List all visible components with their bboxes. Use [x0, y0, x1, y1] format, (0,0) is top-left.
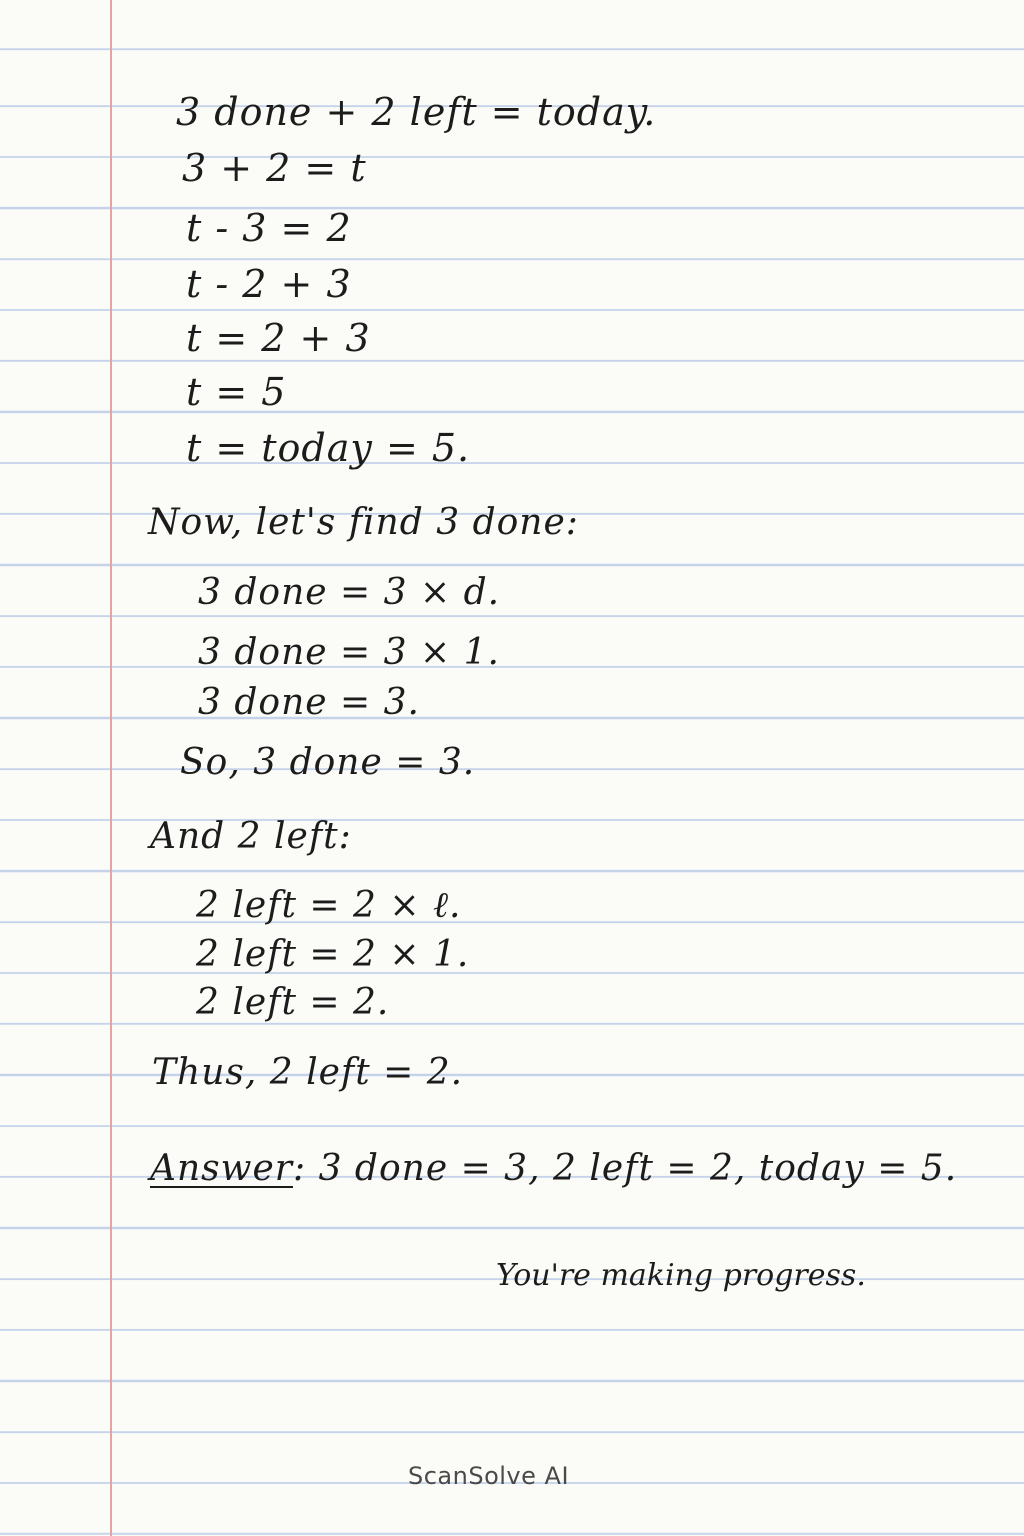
encouragement-note: You're making progress. [496, 1258, 866, 1293]
equation-line: t = 2 + 3 [186, 316, 371, 360]
equation-line: t - 3 = 2 [186, 206, 352, 250]
equation-line: 2 left = 2 × 1. [196, 934, 470, 975]
equation-line: t - 2 + 3 [186, 262, 352, 306]
answer-label: Answer [150, 1148, 293, 1189]
equation-line: 3 done = 3. [198, 682, 420, 723]
brand-watermark: ScanSolve AI [408, 1462, 570, 1490]
equation-line: t = 5 [186, 370, 287, 414]
equation-line: t = today = 5. [186, 426, 471, 470]
equation-line: 3 done = 3 × d. [198, 572, 501, 613]
equation-line: 3 done = 3 × 1. [198, 632, 500, 673]
conclusion-line: Thus, 2 left = 2. [152, 1052, 464, 1093]
equation-line: 2 left = 2 × ℓ. [196, 885, 462, 926]
conclusion-line: So, 3 done = 3. [180, 742, 476, 783]
equation-line: 2 left = 2. [196, 982, 390, 1023]
equation-line: 3 done + 2 left = today. [176, 90, 657, 134]
margin-line [110, 0, 112, 1536]
equation-line: 3 + 2 = t [182, 146, 367, 190]
section-heading: Now, let's find 3 done: [148, 502, 579, 543]
section-heading: And 2 left: [150, 816, 352, 857]
answer-line [150, 1148, 957, 1189]
answer-text: : 3 done = 3, 2 left = 2, today = 5. [293, 1148, 958, 1189]
